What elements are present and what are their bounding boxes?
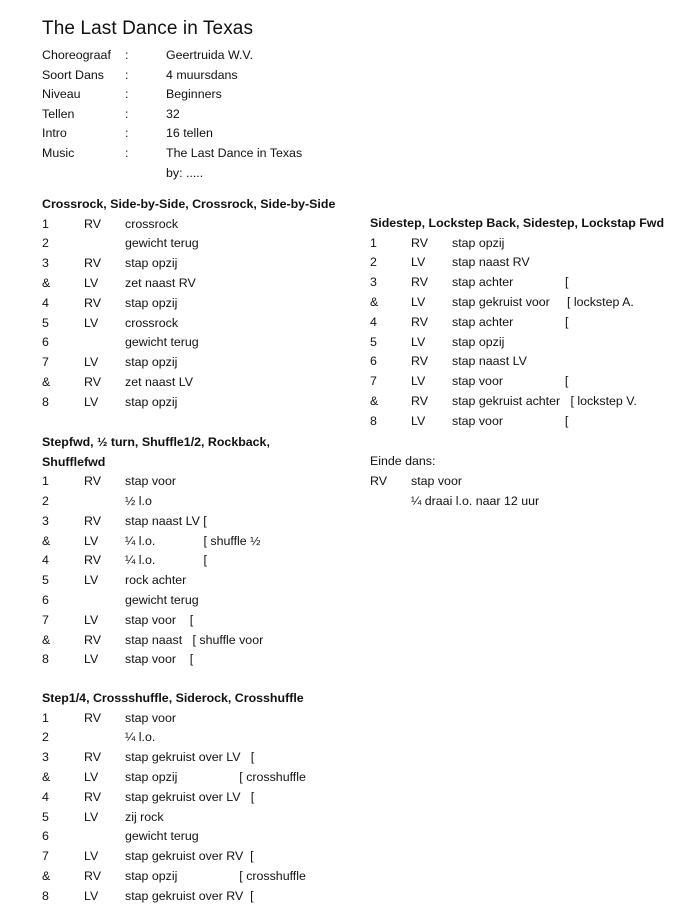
ending-section [370,452,540,511]
step-foot: RV [370,473,387,488]
step-description: zij rock [125,809,164,824]
step-foot: RV [84,474,101,489]
step-foot: LV [84,849,99,864]
meta-label: Intro [42,126,67,141]
step-row [42,748,304,768]
step-row [42,650,270,670]
step-description: stap voor [ [452,413,569,428]
ending-label: Einde dans: [370,454,436,468]
step-foot: LV [411,294,426,309]
step-foot: LV [84,809,99,824]
step-count: 3 [370,275,377,290]
section-title: Stepfwd, ½ turn, Shuffle1/2, Rockback, [42,435,270,449]
meta-label: Niveau [42,87,81,102]
step-description: stap gekruist voor [ lockstep A. [452,294,634,309]
meta-colon: : [125,87,129,102]
step-foot: LV [411,413,426,428]
step-description: stap voor [125,710,176,725]
step-foot: LV [84,355,99,370]
step-count: 8 [370,413,377,428]
step-row [42,709,304,729]
step-description: stap naast RV [452,255,530,270]
step-description: ¼ l.o. [125,730,156,745]
step-row [42,492,270,512]
step-description: stap gekruist over RV [ [125,888,254,903]
meta-label: Choreograaf [42,48,111,62]
step-foot: LV [84,612,99,627]
step-row [42,294,335,314]
step-count: 2 [370,255,377,270]
step-row [370,234,664,254]
step-foot: LV [84,275,99,290]
step-count: 4 [370,314,377,329]
step-foot: RV [84,295,101,310]
step-description: rock achter [125,573,187,588]
step-count: 2 [42,730,49,745]
step-description: stap opzij [125,256,178,271]
step-count: 5 [370,334,377,349]
section-title: Sidestep, Lockstep Back, Sidestep, Lockstap Fwd [370,216,665,230]
step-count: & [42,769,51,784]
step-foot: LV [411,374,426,389]
dance-title: The Last Dance in Texas [42,18,254,39]
step-count: 3 [42,513,49,528]
step-foot: LV [411,255,426,270]
step-row [42,728,304,748]
step-description: stap opzij [452,334,505,349]
section-title-continued: Shufflefwd [42,454,106,469]
step-row [42,808,304,828]
step-count: 4 [42,553,49,568]
meta-label: Tellen [42,106,75,121]
step-row [42,611,270,631]
section-crossrock [42,195,335,413]
step-description: stap opzij [125,355,178,370]
step-description: stap voor [ [125,652,194,667]
step-count: 4 [42,295,49,310]
meta-value: The Last Dance in Texas [166,145,303,160]
meta-colon: : [125,126,129,141]
step-description: zet naast RV [125,275,196,290]
step-description: stap naast LV [452,354,527,369]
step-row [42,373,335,393]
step-description: zet naast LV [125,374,193,389]
meta-colon: : [125,106,129,121]
step-row [370,273,664,293]
step-row [42,827,304,847]
step-count: 8 [42,888,49,903]
step-count: 7 [42,355,49,370]
step-row [42,788,304,808]
step-row [370,333,664,353]
section-title: Step1/4, Crossshuffle, Siderock, Crosshuffle [42,691,304,705]
step-row [42,532,270,552]
step-count: & [42,868,51,883]
section-step-crossshuffle [42,689,304,907]
step-count: & [370,393,379,408]
step-row [370,313,664,333]
step-row [42,333,335,353]
meta-value: 32 [166,106,180,121]
step-count: & [42,374,51,389]
meta-value: 16 tellen [166,126,213,141]
step-foot: RV [84,374,101,389]
step-foot: RV [84,710,101,725]
step-foot: RV [84,750,101,765]
step-row [42,512,270,532]
ending-step-row [370,492,540,512]
section-sidestep-lockstep [370,214,664,432]
step-count: 7 [370,374,377,389]
meta-value: 4 muursdans [166,67,238,82]
step-count: & [42,275,51,290]
step-foot: LV [84,769,99,784]
step-row [42,551,270,571]
step-description: gewicht terug [125,236,199,251]
step-count: 2 [42,236,49,251]
meta-value: Beginners [166,87,222,102]
step-foot: RV [411,314,428,329]
step-row [42,353,335,373]
step-count: 6 [42,335,49,350]
step-row [370,253,664,273]
step-count: 8 [42,394,49,409]
step-count: 3 [42,256,49,271]
step-description: stap opzij [452,235,505,250]
step-row [42,768,304,788]
step-description: ¼ draai l.o. naar 12 uur [411,493,540,508]
step-count: & [42,632,51,647]
step-foot: RV [411,354,428,369]
step-description: stap opzij [ crosshuffle [125,868,306,883]
meta-colon: : [125,67,129,82]
step-count: & [42,533,51,548]
step-description: stap voor [ [125,612,194,627]
step-row [42,234,335,254]
section-title: Crossrock, Side-by-Side, Crossrock, Side-by-Side [42,197,336,211]
step-row [42,571,270,591]
step-row [42,254,335,274]
meta-value: Geertruida W.V. [166,48,254,62]
step-foot: RV [411,393,428,408]
step-row [370,412,664,432]
step-count: 6 [42,829,49,844]
step-description: gewicht terug [125,592,199,607]
meta-label: Music [42,145,75,160]
step-count: 1 [42,474,49,489]
step-foot: LV [84,888,99,903]
step-foot: RV [411,235,428,250]
step-description: stap naast [ shuffle voor [125,632,264,647]
step-description: crossrock [125,216,179,231]
step-foot: RV [84,256,101,271]
step-description: stap gekruist over RV [ [125,849,254,864]
step-foot: RV [84,632,101,647]
step-row [42,393,335,413]
step-row [370,392,664,412]
step-row [370,372,664,392]
step-row [42,472,270,492]
step-description: stap opzij [ crosshuffle [125,769,306,784]
step-foot: LV [84,394,99,409]
step-row [42,867,304,887]
step-count: 6 [370,354,377,369]
meta-value: by: ..... [166,165,204,180]
step-description: gewicht terug [125,335,199,350]
step-foot: LV [411,334,426,349]
step-description: stap voor [ [452,374,569,389]
step-row [42,274,335,294]
step-foot: RV [84,553,101,568]
step-count: 3 [42,750,49,765]
step-row [42,887,304,907]
meta-label: Soort Dans [42,67,104,82]
step-foot: LV [84,573,99,588]
step-description: ½ l.o [125,493,152,508]
step-description: stap naast LV [ [125,513,207,528]
step-count: & [370,294,379,309]
step-count: 7 [42,849,49,864]
step-row [370,293,664,313]
meta-colon: : [125,48,129,62]
step-count: 1 [42,710,49,725]
step-row [42,314,335,334]
step-foot: LV [84,652,99,667]
step-row [42,591,270,611]
step-description: stap achter [ [452,314,569,329]
step-description: stap voor [411,473,462,488]
step-description: stap gekruist over LV [ [125,750,255,765]
step-description: stap gekruist over LV [ [125,789,255,804]
step-description: stap voor [125,474,176,489]
step-foot: RV [84,789,101,804]
step-count: 5 [42,315,49,330]
step-foot: RV [84,868,101,883]
step-description: ¼ l.o. [ [125,553,207,568]
step-foot: LV [84,533,99,548]
step-count: 5 [42,573,49,588]
step-count: 1 [370,235,377,250]
step-count: 6 [42,592,49,607]
section-stepfwd-turn [42,433,270,670]
step-description: stap achter [ [452,275,569,290]
step-description: stap opzij [125,394,178,409]
meta-colon: : [125,145,129,160]
ending-step-row [370,472,462,492]
step-foot: RV [84,216,101,231]
step-row [42,631,270,651]
step-count: 7 [42,612,49,627]
step-count: 4 [42,789,49,804]
step-description: stap opzij [125,295,178,310]
step-foot: RV [84,513,101,528]
step-count: 2 [42,493,49,508]
step-count: 1 [42,216,49,231]
step-row [42,847,304,867]
step-description: crossrock [125,315,179,330]
step-foot: LV [84,315,99,330]
step-row [370,352,664,372]
step-description: stap gekruist achter [ lockstep V. [452,393,637,408]
step-count: 8 [42,652,49,667]
step-count: 5 [42,809,49,824]
step-description: gewicht terug [125,829,199,844]
step-description: ¼ l.o. [ shuffle ½ [125,533,261,548]
step-foot: RV [411,275,428,290]
step-row [42,215,335,235]
